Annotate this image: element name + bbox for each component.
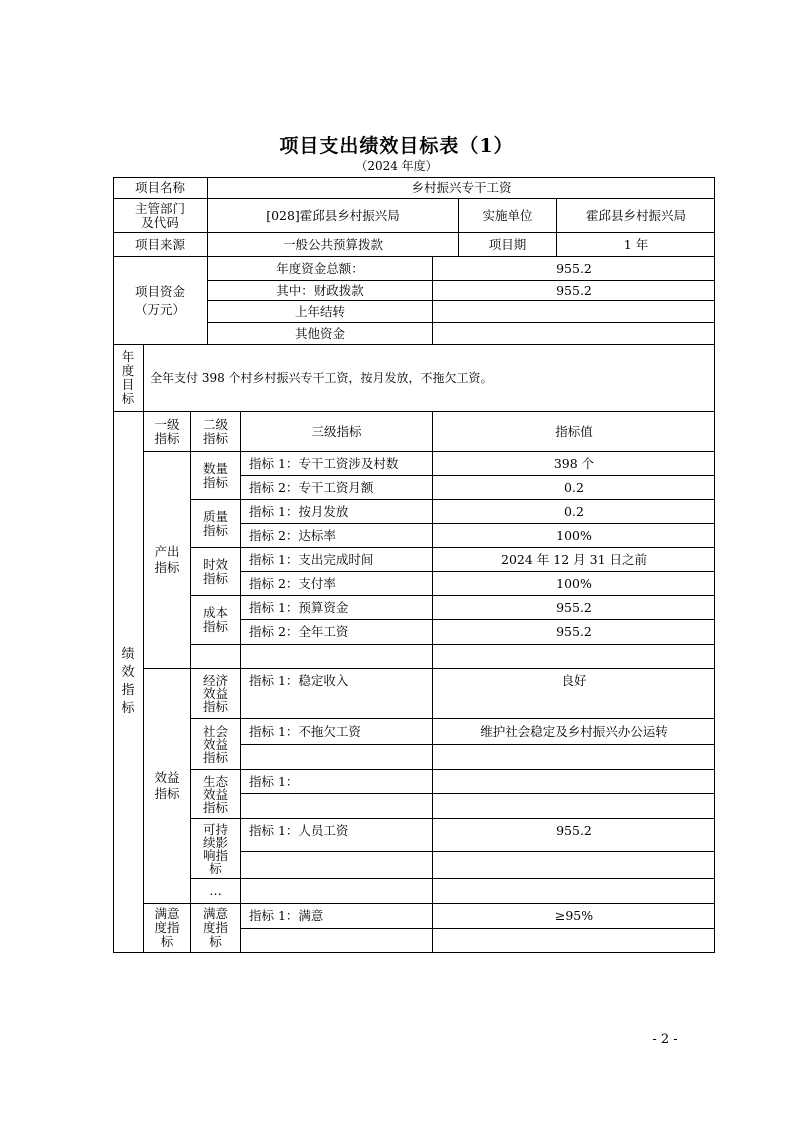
indicator-name: 指标 1：人员工资 [249,823,349,838]
header-level2: 二级 指标 [202,416,228,446]
source: 一般公共预算拨款 [282,236,383,252]
economic-benefit-label: 经济 效益 指标 [202,673,228,714]
satisfaction-level2-label: 满意 度指 标 [202,906,228,949]
annual-goal-label: 年 度 目 标 [121,349,135,406]
ellipsis: … [209,883,222,898]
indicator-value: 0.2 [564,479,584,495]
project-name: 乡村振兴专干工资 [411,179,512,195]
funds-fiscal-label: 其中：财政拨款 [276,282,364,298]
indicator-name: 指标 1：满意 [249,908,324,923]
indicator-value: 0.2 [564,503,584,519]
quality-indicators-label: 质量 指标 [202,508,228,538]
funds-other-value [433,323,715,344]
indicator-name: 指标 2：达标率 [249,527,336,543]
indicator-name: 指标 1：不拖欠工资 [249,723,361,739]
dept: [028]霍邱县乡村振兴局 [266,207,400,223]
indicator-value: 维护社会稳定及乡村振兴办公运转 [480,723,668,739]
header-value: 指标值 [555,423,593,439]
benefit-indicators-label: 效益 指标 [154,770,180,801]
project-name-label: 项目名称 [134,179,185,195]
performance-target-table [113,177,715,953]
indicator-name: 指标 1：支出完成时间 [249,551,374,567]
indicator-name: 指标 1： [249,773,299,789]
funds-carryover-label: 上年结转 [294,303,345,319]
cost-indicators-label: 成本 指标 [202,605,228,634]
period: 1 年 [623,236,649,252]
social-benefit-label: 社会 效益 指标 [202,723,228,765]
indicator-name: 指标 1：专干工资涉及村数 [249,455,399,471]
funds-total-value: 955.2 [556,260,592,276]
ecological-benefit-label: 生态 效益 指标 [202,773,228,815]
impl-unit: 霍邱县乡村振兴局 [585,207,686,223]
timeliness-indicators-label: 时效 指标 [202,556,228,586]
period-label: 项目期 [488,236,527,252]
perf-indicators-label: 绩 效 指 标 [121,647,135,716]
funds-total-label: 年度资金总额： [276,260,364,276]
satisfaction-level1-label: 满意 度指 标 [154,906,180,949]
header-level1: 一级 指标 [154,416,180,446]
header-level3: 三级指标 [311,423,362,439]
indicator-name: 指标 1：稳定收入 [249,673,349,688]
indicator-value: 2024 年 12 月 31 日之前 [501,551,647,567]
indicator-name: 指标 2：专干工资月额 [249,479,374,495]
quantity-indicators-label: 数量 指标 [202,460,228,490]
indicator-name: 指标 1：预算资金 [249,599,349,615]
funds-fiscal-value: 955.2 [556,282,592,298]
indicator-value: 良好 [561,673,587,688]
sustainable-impact-label: 可持 续影 响指 标 [202,821,228,876]
indicator-name: 指标 1：按月发放 [249,503,349,519]
impl-unit-label: 实施单位 [482,207,533,223]
indicator-value [433,770,715,793]
funds-other-label: 其他资金 [294,325,345,341]
page-number: - 2 - [652,1032,678,1047]
funds-label: 项目资金 （万元） [134,283,185,317]
output-indicators-label: 产出 指标 [154,544,180,575]
indicator-value: 955.2 [556,823,592,838]
indicator-value: 955.2 [556,599,592,615]
indicator-value: 100% [556,575,592,591]
indicator-value: 398 个 [553,455,595,471]
indicator-value: ≥95% [554,908,594,923]
indicator-name: 指标 2：全年工资 [249,624,349,639]
annual-goal: 全年支付 398 个村乡村振兴专干工资，按月发放，不拖欠工资。 [150,371,493,385]
indicator-name: 指标 2：支付率 [249,575,336,591]
page-subtitle: （2024 年度） [355,159,438,173]
page-title: 项目支出绩效目标表（1） [279,135,514,157]
indicator-value: 955.2 [556,624,592,639]
indicator-value: 100% [556,527,592,543]
dept-label: 主管部门 及代码 [134,200,185,230]
source-label: 项目来源 [134,236,185,252]
funds-carryover-value [433,301,715,322]
